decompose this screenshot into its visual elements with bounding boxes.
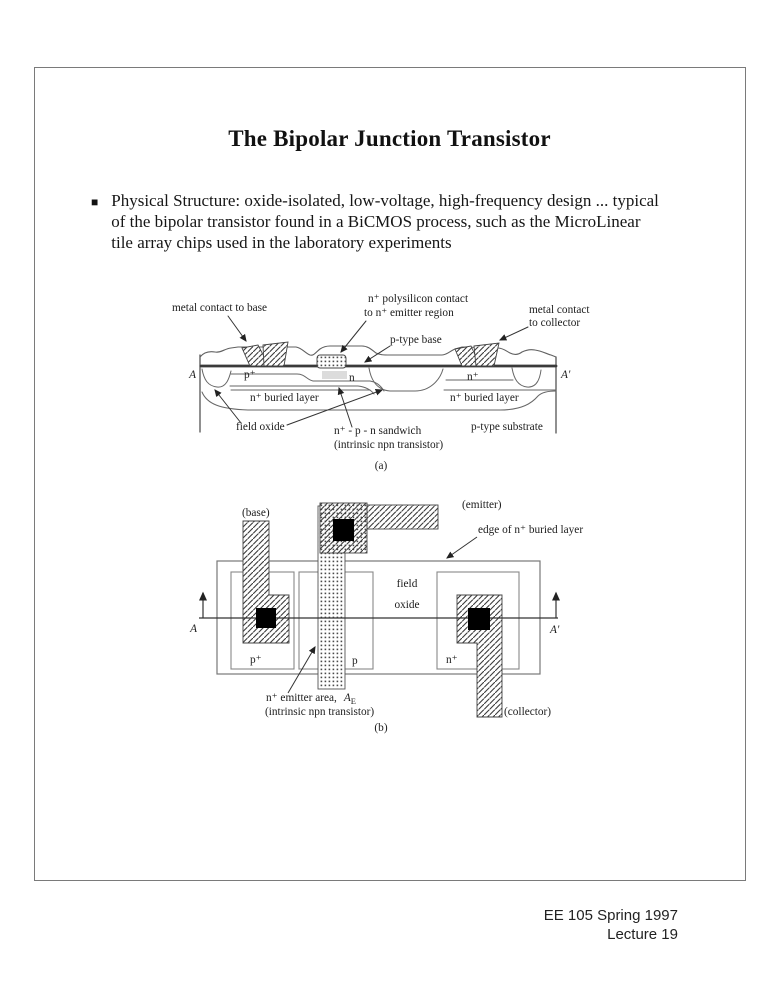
figure-a-caption: (a) (374, 460, 388, 472)
polysilicon-emitter-contact (317, 355, 346, 368)
label-buried-layer-right: n⁺ buried layer (450, 392, 519, 404)
label-buried-edge: edge of n⁺ buried layer (478, 524, 584, 536)
label-poly-contact-2: to n⁺ emitter region (364, 307, 454, 319)
label-field-oxide: field oxide (236, 421, 285, 433)
label-collector-terminal: (collector) (504, 706, 552, 718)
arrow-collector-contact (500, 327, 528, 340)
arrow-poly-contact (341, 321, 366, 352)
figure-b-layout (189, 499, 583, 734)
emitter-metal-arm (367, 505, 438, 529)
label-buried-layer-left: n⁺ buried layer (250, 392, 319, 404)
label-base-terminal: (base) (242, 507, 270, 519)
label-p-layout: p (352, 655, 358, 667)
collector-contact-square (468, 608, 490, 630)
label-p-type-base: p-type base (390, 334, 442, 346)
bullet-line: Physical Structure: oxide-isolated, low-voltage, high-frequency design ... typical (111, 191, 659, 210)
arrow-base-contact (228, 316, 246, 341)
label-field-oxide-1: field (396, 578, 418, 590)
label-n-plus-region: n⁺ (467, 371, 479, 383)
collector-metal-contact-right (474, 343, 499, 366)
emitter-diffusion-region (322, 371, 347, 379)
label-p-plus-layout: p⁺ (250, 654, 262, 666)
label-section-b-left: A (190, 623, 197, 635)
base-metal-contact-right (263, 342, 288, 366)
footer-lecture: Lecture 19 (607, 925, 678, 943)
label-n-plus-layout: n⁺ (446, 654, 458, 666)
label-substrate: p-type substrate (471, 421, 543, 433)
bullet-line: of the bipolar transistor found in a BiCMOS process, such as the MicroLinear (111, 211, 641, 231)
footer (400, 907, 678, 944)
field-oxide-dip-left (202, 369, 231, 387)
field-oxide-dip-right (512, 368, 541, 387)
label-section-a-right: A' (561, 369, 571, 381)
arrow-emitter-area (288, 647, 315, 693)
label-field-oxide-2: oxide (394, 599, 420, 611)
label-emitter-area-text: n⁺ emitter area, (266, 692, 337, 704)
label-n-region: n (349, 372, 355, 384)
label-section-a-left: A (189, 369, 196, 381)
emitter-contact-square (333, 519, 354, 541)
bullet-line: tile array chips used in the laboratory experiments (111, 232, 452, 252)
arrow-buried-edge (447, 537, 477, 558)
label-poly-contact-1: n⁺ polysilicon contact (368, 293, 469, 305)
label-metal-contact-collector-1: metal contact (529, 304, 590, 316)
bullet-marker-icon: ■ (91, 195, 99, 209)
figure-a-cross-section (172, 293, 590, 472)
label-metal-contact-collector-2: to collector (529, 317, 581, 329)
label-intrinsic-npn: (intrinsic npn transistor) (265, 706, 375, 718)
label-area-symbol-sub: E (350, 696, 356, 706)
label-area-symbol: A (343, 692, 351, 704)
arrow-npn-sandwich (339, 388, 352, 427)
label-metal-contact-base: metal contact to base (172, 302, 268, 314)
label-emitter-area (266, 692, 356, 706)
label-section-b-right: A' (550, 624, 560, 636)
field-oxide-dip-middle (369, 368, 443, 391)
label-emitter-terminal: (emitter) (462, 499, 502, 511)
figure-b-caption: (b) (374, 722, 388, 734)
label-p-plus-region: p⁺ (244, 369, 256, 381)
base-contact-square (256, 608, 276, 628)
footer-course: EE 105 Spring 1997 (543, 907, 678, 924)
label-sandwich-1: n⁺ - p - n sandwich (334, 425, 422, 437)
slide-title: The Bipolar Junction Transistor (228, 126, 551, 151)
label-sandwich-2: (intrinsic npn transistor) (334, 439, 444, 451)
